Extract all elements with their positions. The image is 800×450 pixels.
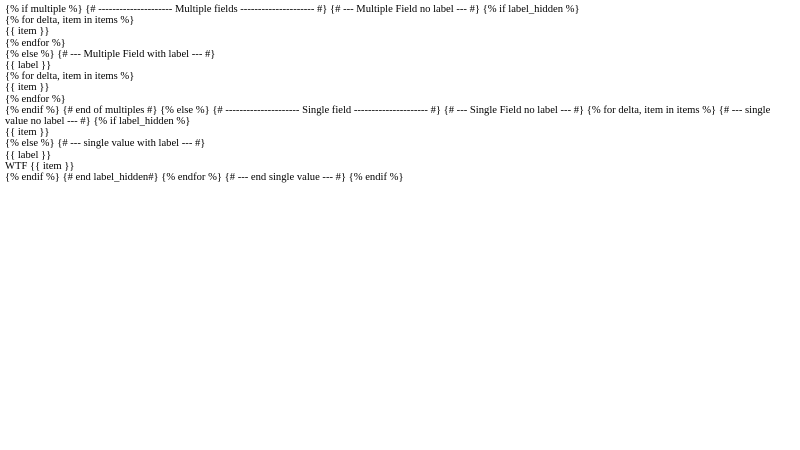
template-line: {% endfor %} bbox=[5, 93, 66, 105]
template-line: {% for delta, item in items %} bbox=[5, 71, 135, 83]
template-line: {% else %} {# --- single value with label --- #} bbox=[5, 138, 206, 150]
template-line: {% endfor %} bbox=[5, 37, 66, 49]
template-line: WTF {{ item }} bbox=[5, 160, 75, 172]
template-line: {% else %} {# --- Multiple Field with label --- #} bbox=[5, 48, 216, 60]
template-line: {% if multiple %} {# --------------------- Multiple fields --------------------- #} {# --- Multiple Field no label --- #} {% if label_hidden %} bbox=[5, 4, 580, 15]
template-line: {% for delta, item in items %} bbox=[5, 15, 135, 27]
raw-template-text bbox=[5, 4, 795, 183]
template-line: {% endif %} {# end label_hidden#} {% endfor %} {# --- end single value --- #} {% endif %} bbox=[5, 172, 404, 184]
template-line: {{ item }} bbox=[5, 127, 50, 139]
template-line: {% endif %} {# end of multiples #} {% else %} {# --------------------- Single field --------------------- #} {# --- Single Field no label --- #} {% for delta, item in items %} {# --- single value no label --- #} {% if label_hidden %} bbox=[5, 104, 773, 128]
template-line: {{ label }} bbox=[5, 60, 52, 72]
template-line: {{ label }} bbox=[5, 149, 52, 161]
template-line: {{ item }} bbox=[5, 82, 50, 94]
template-line: {{ item }} bbox=[5, 26, 50, 38]
